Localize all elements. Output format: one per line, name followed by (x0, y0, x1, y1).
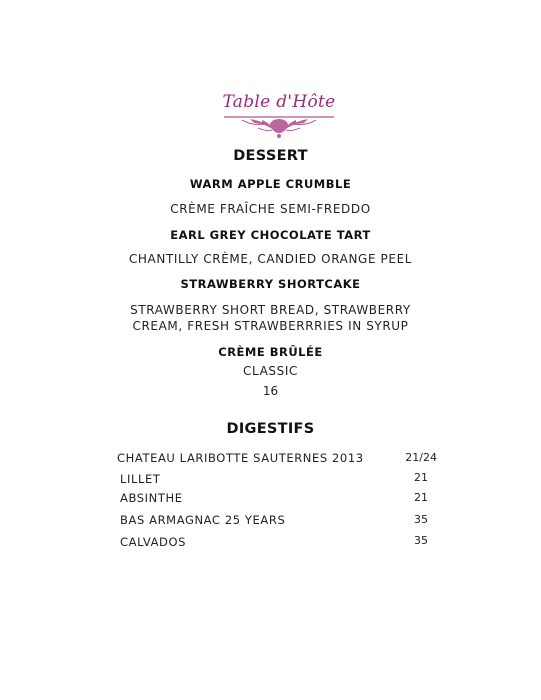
digestif-item-price: 21 (414, 491, 428, 504)
digestif-item-price: 35 (414, 534, 428, 547)
dessert-item-description-line1: STRAWBERRY SHORT BREAD, STRAWBERRY (130, 303, 411, 317)
digestif-item-name: ABSINTHE (120, 491, 183, 505)
table-d-hote-logo (218, 86, 340, 144)
dessert-section-title: DESSERT (233, 148, 308, 164)
digestif-item-name: LILLET (120, 472, 161, 486)
dessert-item-name: WARM APPLE CRUMBLE (189, 177, 352, 191)
digestifs-section-title: DIGESTIFS (226, 421, 315, 437)
dessert-item-name: EARL GREY CHOCOLATE TART (170, 228, 371, 242)
logo-wordmark: Table d'Hôte (222, 92, 336, 112)
dessert-item-description: CHANTILLY CRÈME, CANDIED ORANGE PEEL (128, 252, 413, 266)
dessert-item-name: CRÈME BRÛLÉE (218, 345, 323, 359)
dessert-price: 16 (262, 384, 279, 398)
digestif-item-price: 35 (414, 513, 428, 526)
digestif-item-price: 21/24 (405, 451, 437, 464)
dessert-item-description: CLASSIC (243, 364, 298, 378)
dessert-item-name: STRAWBERRY SHORTCAKE (180, 277, 361, 291)
digestif-item-name: CHATEAU LARIBOTTE SAUTERNES 2013 (117, 451, 364, 465)
digestif-item-price: 21 (414, 471, 428, 484)
logo-ornament-icon (218, 86, 340, 144)
dessert-item-description: CRÈME FRAÎCHE SEMI-FREDDO (170, 202, 371, 216)
digestif-item-name: CALVADOS (120, 535, 187, 549)
dessert-item-description-line2: CREAM, FRESH STRAWBERRRIES IN SYRUP (132, 319, 409, 333)
digestif-item-name: BAS ARMAGNAC 25 YEARS (120, 513, 286, 527)
